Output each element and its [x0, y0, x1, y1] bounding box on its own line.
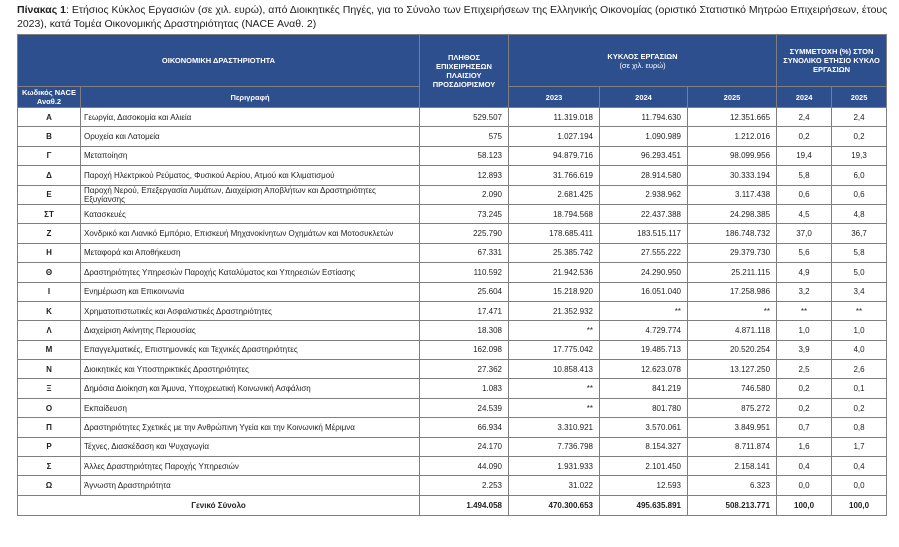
turnover-2025-cell: 2.158.141: [688, 457, 777, 476]
share-2024-cell: 5,8: [777, 166, 832, 185]
turnover-2025-cell: 29.379.730: [688, 243, 777, 262]
total-share-2024: 100,0: [777, 495, 832, 515]
turnover-2024-cell: 801.780: [600, 398, 688, 417]
turnover-2024-cell: 2.101.450: [600, 457, 688, 476]
turnover-2025-cell: 13.127.250: [688, 360, 777, 379]
code-cell: Ω: [18, 476, 81, 495]
code-cell: Μ: [18, 340, 81, 359]
table-row: [18, 457, 887, 476]
description-cell: Άλλες Δραστηριότητες Παροχής Υπηρεσιών: [81, 457, 420, 476]
turnover-2024-cell: 11.794.630: [600, 108, 688, 127]
turnover-2023-cell: 31.022: [509, 476, 600, 495]
table-row: [18, 146, 887, 165]
turnover-2023-cell: 7.736.798: [509, 437, 600, 456]
header-code: Κωδικός NACE Αναθ.2: [18, 87, 81, 108]
table-row: [18, 476, 887, 495]
description-cell: Δημόσια Διοίκηση και Άμυνα, Υποχρεωτική Κοινωνική Ασφάλιση: [81, 379, 420, 398]
turnover-table: [17, 34, 887, 516]
table-row: [18, 301, 887, 320]
turnover-2025-cell: 30.333.194: [688, 166, 777, 185]
count-cell: 225.790: [420, 224, 509, 243]
description-cell: Κατασκευές: [81, 204, 420, 223]
turnover-2023-cell: 15.218.920: [509, 282, 600, 301]
caption-text: : Ετήσιος Κύκλος Εργασιών (σε χιλ. ευρώ), από Διοικητικές Πηγές, για το Σύνολο των Επιχειρήσεων της Ελληνικής Οικονομίας (οριστικό Στατιστικό Μητρώο Επιχειρήσεων, έτους 2023), κατά Τομέα Οικονομικής Δραστηριότητας (NACE Αναθ. 2): [17, 4, 888, 30]
share-2024-cell: 0,2: [777, 398, 832, 417]
count-cell: 575: [420, 127, 509, 146]
description-cell: Άγνωστη Δραστηριότητα: [81, 476, 420, 495]
header-turnover-unit: (σε χιλ. ευρώ): [619, 60, 666, 70]
share-2025-cell: 19,3: [832, 146, 887, 165]
description-cell: Μεταποίηση: [81, 146, 420, 165]
share-2024-cell: **: [777, 301, 832, 320]
share-2024-cell: 1,0: [777, 321, 832, 340]
code-cell: Γ: [18, 146, 81, 165]
count-cell: 44.090: [420, 457, 509, 476]
count-cell: 2.090: [420, 185, 509, 204]
code-cell: Ρ: [18, 437, 81, 456]
table-row: [18, 321, 887, 340]
share-2025-cell: 0,1: [832, 379, 887, 398]
table-row: [18, 360, 887, 379]
count-cell: 73.245: [420, 204, 509, 223]
turnover-2024-cell: 28.914.580: [600, 166, 688, 185]
count-cell: 110.592: [420, 263, 509, 282]
code-cell: Ι: [18, 282, 81, 301]
table-row: [18, 437, 887, 456]
turnover-2024-cell: 19.485.713: [600, 340, 688, 359]
share-2025-cell: 0,4: [832, 457, 887, 476]
turnover-2024-cell: 12.593: [600, 476, 688, 495]
description-cell: Παροχή Ηλεκτρικού Ρεύματος, Φυσικού Αερίου, Ατμού και Κλιματισμού: [81, 166, 420, 185]
share-2025-cell: 1,7: [832, 437, 887, 456]
code-cell: Α: [18, 108, 81, 127]
description-cell: Τέχνες, Διασκέδαση και Ψυχαγωγία: [81, 437, 420, 456]
code-cell: Δ: [18, 166, 81, 185]
header-share-2024: 2024: [777, 87, 832, 108]
code-cell: Ζ: [18, 224, 81, 243]
description-cell: Παροχή Νερού, Επεξεργασία Λυμάτων, Διαχείριση Αποβλήτων και Δραστηριότητες Εξυγίανσης: [81, 185, 420, 204]
count-cell: 58.123: [420, 146, 509, 165]
turnover-2025-cell: 3.117.438: [688, 185, 777, 204]
turnover-2023-cell: 3.310.921: [509, 418, 600, 437]
table-row: [18, 398, 887, 417]
table-caption: [17, 3, 889, 31]
turnover-2024-cell: 3.570.061: [600, 418, 688, 437]
share-2024-cell: 5,6: [777, 243, 832, 262]
description-cell: Χρηματοπιστωτικές και Ασφαλιστικές Δραστηριότητες: [81, 301, 420, 320]
share-2025-cell: 1,0: [832, 321, 887, 340]
share-2025-cell: 0,8: [832, 418, 887, 437]
turnover-2024-cell: 841.219: [600, 379, 688, 398]
code-cell: Ν: [18, 360, 81, 379]
table-row: [18, 204, 887, 223]
total-turnover-2025: 508.213.771: [688, 495, 777, 515]
share-2025-cell: 3,4: [832, 282, 887, 301]
share-2025-cell: **: [832, 301, 887, 320]
description-cell: Διαχείριση Ακίνητης Περιουσίας: [81, 321, 420, 340]
table-row: [18, 127, 887, 146]
turnover-2025-cell: 8.711.874: [688, 437, 777, 456]
table-row: [18, 418, 887, 437]
turnover-2023-cell: **: [509, 379, 600, 398]
table-row: [18, 166, 887, 185]
share-2024-cell: 0,6: [777, 185, 832, 204]
turnover-2023-cell: **: [509, 398, 600, 417]
share-2024-cell: 19,4: [777, 146, 832, 165]
code-cell: Σ: [18, 457, 81, 476]
turnover-2025-cell: 12.351.665: [688, 108, 777, 127]
description-cell: Χονδρικό και Λιανικό Εμπόριο, Επισκευή Μηχανοκίνητων Οχημάτων και Μοτοσυκλετών: [81, 224, 420, 243]
table-row: [18, 243, 887, 262]
turnover-2025-cell: 3.849.951: [688, 418, 777, 437]
turnover-2024-cell: 1.090.989: [600, 127, 688, 146]
total-label: Γενικό Σύνολο: [18, 495, 420, 515]
share-2024-cell: 0,0: [777, 476, 832, 495]
turnover-2025-cell: 4.871.118: [688, 321, 777, 340]
share-2024-cell: 3,9: [777, 340, 832, 359]
description-cell: Δραστηριότητες Υπηρεσιών Παροχής Καταλύματος και Υπηρεσιών Εστίασης: [81, 263, 420, 282]
count-cell: 25.604: [420, 282, 509, 301]
share-2024-cell: 1,6: [777, 437, 832, 456]
turnover-2025-cell: 17.258.986: [688, 282, 777, 301]
total-turnover-2023: 470.300.653: [509, 495, 600, 515]
turnover-2025-cell: 20.520.254: [688, 340, 777, 359]
description-cell: Εκπαίδευση: [81, 398, 420, 417]
share-2025-cell: 4,0: [832, 340, 887, 359]
header-year-2024: 2024: [600, 87, 688, 108]
turnover-2024-cell: **: [600, 301, 688, 320]
turnover-2023-cell: 94.879.716: [509, 146, 600, 165]
header-share-2025: 2025: [832, 87, 887, 108]
count-cell: 2.253: [420, 476, 509, 495]
description-cell: Ενημέρωση και Επικοινωνία: [81, 282, 420, 301]
share-2024-cell: 2,4: [777, 108, 832, 127]
header-share: ΣΥΜΜΕΤΟΧΗ (%) ΣΤΟΝ ΣΥΝΟΛΙΚΟ ΕΤΗΣΙΟ ΚΥΚΛΟ ΕΡΓΑΣΙΩΝ: [777, 35, 887, 87]
code-cell: Κ: [18, 301, 81, 320]
share-2024-cell: 0,2: [777, 127, 832, 146]
share-2025-cell: 0,0: [832, 476, 887, 495]
turnover-2024-cell: 2.938.962: [600, 185, 688, 204]
share-2024-cell: 0,2: [777, 379, 832, 398]
table-row: [18, 224, 887, 243]
share-2024-cell: 0,4: [777, 457, 832, 476]
turnover-2023-cell: 17.775.042: [509, 340, 600, 359]
description-cell: Ορυχεία και Λατομεία: [81, 127, 420, 146]
header-year-2023: 2023: [509, 87, 600, 108]
turnover-2024-cell: 16.051.040: [600, 282, 688, 301]
header-year-2025: 2025: [688, 87, 777, 108]
code-cell: Ε: [18, 185, 81, 204]
share-2024-cell: 37,0: [777, 224, 832, 243]
turnover-2023-cell: 21.352.932: [509, 301, 600, 320]
header-count: ΠΛΗΘΟΣ ΕΠΙΧΕΙΡΗΣΕΩΝ ΠΛΑΙΣΙΟΥ ΠΡΟΣΔΙΟΡΙΣΜΟΥ: [420, 35, 509, 108]
share-2025-cell: 36,7: [832, 224, 887, 243]
turnover-2025-cell: 6.323: [688, 476, 777, 495]
header-activity: ΟΙΚΟΝΟΜΙΚΗ ΔΡΑΣΤΗΡΙΟΤΗΤΑ: [18, 35, 420, 87]
caption-label: Πίνακας 1: [17, 4, 66, 16]
share-2025-cell: 0,6: [832, 185, 887, 204]
turnover-2024-cell: 22.437.388: [600, 204, 688, 223]
code-cell: Λ: [18, 321, 81, 340]
code-cell: Ο: [18, 398, 81, 417]
share-2025-cell: 5,8: [832, 243, 887, 262]
share-2024-cell: 4,5: [777, 204, 832, 223]
code-cell: Π: [18, 418, 81, 437]
turnover-2025-cell: 746.580: [688, 379, 777, 398]
turnover-2023-cell: 18.794.568: [509, 204, 600, 223]
count-cell: 24.170: [420, 437, 509, 456]
turnover-2024-cell: 24.290.950: [600, 263, 688, 282]
share-2025-cell: 2,6: [832, 360, 887, 379]
turnover-2023-cell: **: [509, 321, 600, 340]
turnover-2024-cell: 12.623.078: [600, 360, 688, 379]
share-2025-cell: 5,0: [832, 263, 887, 282]
table-row: [18, 108, 887, 127]
turnover-2024-cell: 27.555.222: [600, 243, 688, 262]
description-cell: Μεταφορά και Αποθήκευση: [81, 243, 420, 262]
count-cell: 67.331: [420, 243, 509, 262]
header-turnover-title: ΚΥΚΛΟΣ ΕΡΓΑΣΙΩΝ: [607, 51, 678, 61]
code-cell: Θ: [18, 263, 81, 282]
count-cell: 17.471: [420, 301, 509, 320]
count-cell: 12.893: [420, 166, 509, 185]
turnover-2024-cell: 183.515.117: [600, 224, 688, 243]
code-cell: ΣΤ: [18, 204, 81, 223]
turnover-2023-cell: 2.681.425: [509, 185, 600, 204]
header-description: Περιγραφή: [81, 87, 420, 108]
description-cell: Διοικητικές και Υποστηρικτικές Δραστηριότητες: [81, 360, 420, 379]
turnover-2023-cell: 25.385.742: [509, 243, 600, 262]
share-2025-cell: 2,4: [832, 108, 887, 127]
table-row: [18, 282, 887, 301]
total-count: 1.494.058: [420, 495, 509, 515]
count-cell: 1.083: [420, 379, 509, 398]
share-2025-cell: 0,2: [832, 127, 887, 146]
share-2025-cell: 6,0: [832, 166, 887, 185]
code-cell: Ξ: [18, 379, 81, 398]
share-2024-cell: 2,5: [777, 360, 832, 379]
count-cell: 66.934: [420, 418, 509, 437]
count-cell: 529.507: [420, 108, 509, 127]
turnover-2025-cell: 1.212.016: [688, 127, 777, 146]
turnover-2025-cell: 186.748.732: [688, 224, 777, 243]
count-cell: 27.362: [420, 360, 509, 379]
turnover-2023-cell: 21.942.536: [509, 263, 600, 282]
turnover-2025-cell: **: [688, 301, 777, 320]
total-share-2025: 100,0: [832, 495, 887, 515]
total-turnover-2024: 495.635.891: [600, 495, 688, 515]
turnover-2023-cell: 1.027.194: [509, 127, 600, 146]
turnover-2024-cell: 8.154.327: [600, 437, 688, 456]
code-cell: Η: [18, 243, 81, 262]
turnover-2025-cell: 875.272: [688, 398, 777, 417]
turnover-2023-cell: 10.858.413: [509, 360, 600, 379]
turnover-2023-cell: 178.685.411: [509, 224, 600, 243]
table-row: [18, 263, 887, 282]
share-2025-cell: 4,8: [832, 204, 887, 223]
code-cell: Β: [18, 127, 81, 146]
count-cell: 24.539: [420, 398, 509, 417]
turnover-2023-cell: 1.931.933: [509, 457, 600, 476]
turnover-2023-cell: 31.766.619: [509, 166, 600, 185]
share-2024-cell: 0,7: [777, 418, 832, 437]
share-2024-cell: 3,2: [777, 282, 832, 301]
description-cell: Δραστηριότητες Σχετικές με την Ανθρώπινη Υγεία και την Κοινωνική Μέριμνα: [81, 418, 420, 437]
turnover-2025-cell: 25.211.115: [688, 263, 777, 282]
share-2024-cell: 4,9: [777, 263, 832, 282]
turnover-2023-cell: 11.319.018: [509, 108, 600, 127]
count-cell: 18.308: [420, 321, 509, 340]
share-2025-cell: 0,2: [832, 398, 887, 417]
description-cell: Γεωργία, Δασοκομία και Αλιεία: [81, 108, 420, 127]
turnover-2024-cell: 96.293.451: [600, 146, 688, 165]
header-turnover: [509, 35, 777, 87]
table-row: [18, 185, 887, 204]
turnover-2024-cell: 4.729.774: [600, 321, 688, 340]
turnover-2025-cell: 98.099.956: [688, 146, 777, 165]
description-cell: Επαγγελματικές, Επιστημονικές και Τεχνικές Δραστηριότητες: [81, 340, 420, 359]
total-row: [18, 495, 887, 515]
count-cell: 162.098: [420, 340, 509, 359]
turnover-2025-cell: 24.298.385: [688, 204, 777, 223]
table-row: [18, 340, 887, 359]
table-row: [18, 379, 887, 398]
